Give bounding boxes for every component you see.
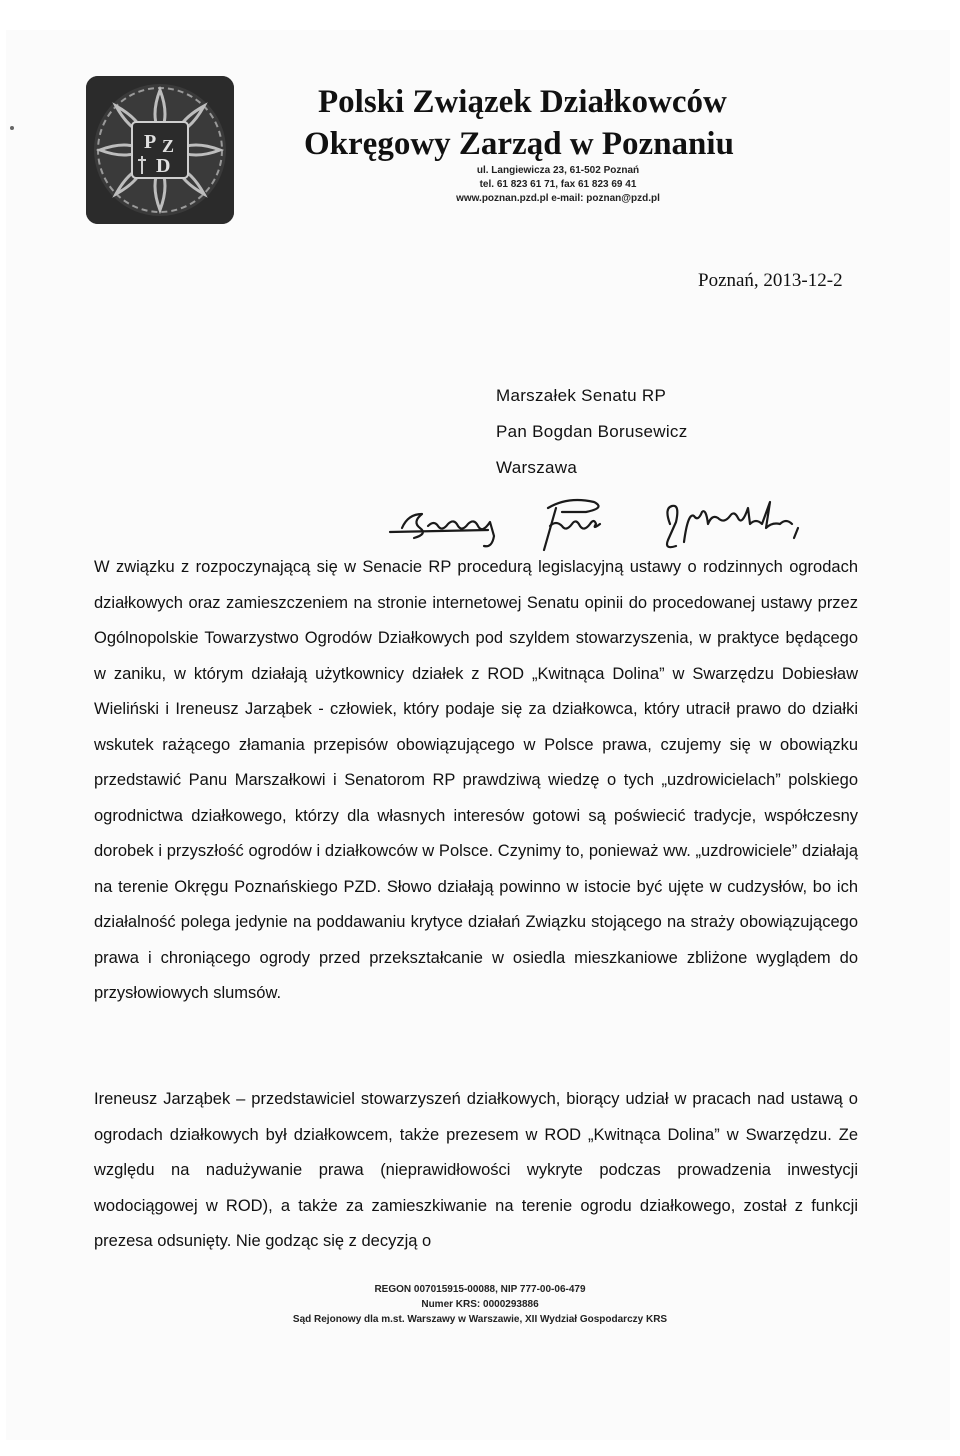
body-paragraph-1: W związku z rozpoczynającą się w Senacie RP procedurą legislacyjną ustawy o rodzinnych ogrodach działkowych oraz zamieszczeniem na stronie internetowej Senatu opinii do procedowanej ustawy przez Ogólnopolskie Towarzystwo Ogrodów Działkowych pod szyldem stowarzyszenia, w praktyce będącego w zaniku, w którym działają użytkownicy działek z ROD „Kwitnąca Dolina” w Swarzędzu Dobiesław Wieliński i Ireneusz Jarząbek - człowiek, który podaje się za działkowca, który utracił prawo do działki wskutek rażącego złamania przepisów obowiązującego w Polsce prawa, czujemy się w obowiązku przedstawić Panu Marszałkowi i Senatorom RP prawdziwą wiedzę o tych „uzdrowicielach” polskiego ogrodnictwa działkowego, którzy dla własnych interesów gotowi są poświecić tradycje, współczesny dorobek i przyszłość ogrodów i działkowców w Polsce. Czynimy to, ponieważ ww. „uzdrowiciele” działają na terenie Okręgu Poznańskiego PZD. Słowo działają powinno w istocie być ujęte w cudzysłów, bo ich działalność polega jedynie na poddawaniu krytyce działań Związku stojącego na straży obowiązującego prawa i chroniącego ogrody przed przekształcanie w osiedla mieszkaniowe zbliżone wyglądem do przysłowiowych slumsów. — [94, 558, 858, 1002]
recipient-block — [496, 378, 688, 486]
svg-text:Z: Z — [162, 136, 175, 156]
svg-text:D: D — [156, 155, 171, 177]
footer-regon-nip: REGON 007015915-00088, NIP 777-00-06-479 — [374, 1284, 586, 1295]
scan-speck — [10, 126, 14, 130]
org-web-email: www.poznan.pzd.pl e-mail: poznan@pzd.pl — [456, 193, 660, 204]
recipient-title: Marszałek Senatu RP — [496, 386, 667, 405]
org-name: Polski Związek Działkowców — [318, 84, 727, 120]
body-paragraph-2: Ireneusz Jarząbek – przedstawiciel stowarzyszeń działkowych, biorący udział w pracach nad ustawą o ogrodach działkowych był działkowcem, także prezesem w ROD „Kwitnąca Dolina” w Swarzędzu. Ze względu na nadużywanie prawa (nieprawidłowości wykryte podczas prowadzenia inwestycji wodociągowej w ROD), a także za zamieszkiwanie na terenie ogrodu działkowego, został z funkcji prezesa odsunięty. Nie godząc się z decyzją o — [94, 1090, 858, 1250]
org-district: Okręgowy Zarząd w Poznaniu — [304, 126, 734, 162]
letter-date: Poznań, 2013-12-2 — [698, 270, 843, 291]
pzd-emblem-icon — [86, 76, 234, 224]
footer-court: Sąd Rejonowy dla m.st. Warszawy w Warszawie, XII Wydział Gospodarczy KRS — [292, 1314, 668, 1325]
letter-footer — [180, 1282, 780, 1327]
svg-text:P: P — [144, 131, 157, 153]
recipient-name: Pan Bogdan Borusewicz — [496, 422, 688, 441]
recipient-city: Warszawa — [496, 458, 578, 477]
org-address: ul. Langiewicza 23, 61-502 Poznań — [476, 165, 640, 176]
pzd-logo — [86, 76, 234, 224]
org-phone-fax: tel. 61 823 61 71, fax 61 823 69 41 — [479, 179, 637, 190]
footer-krs: Numer KRS: 0000293886 — [421, 1299, 539, 1310]
org-contact — [408, 164, 708, 206]
